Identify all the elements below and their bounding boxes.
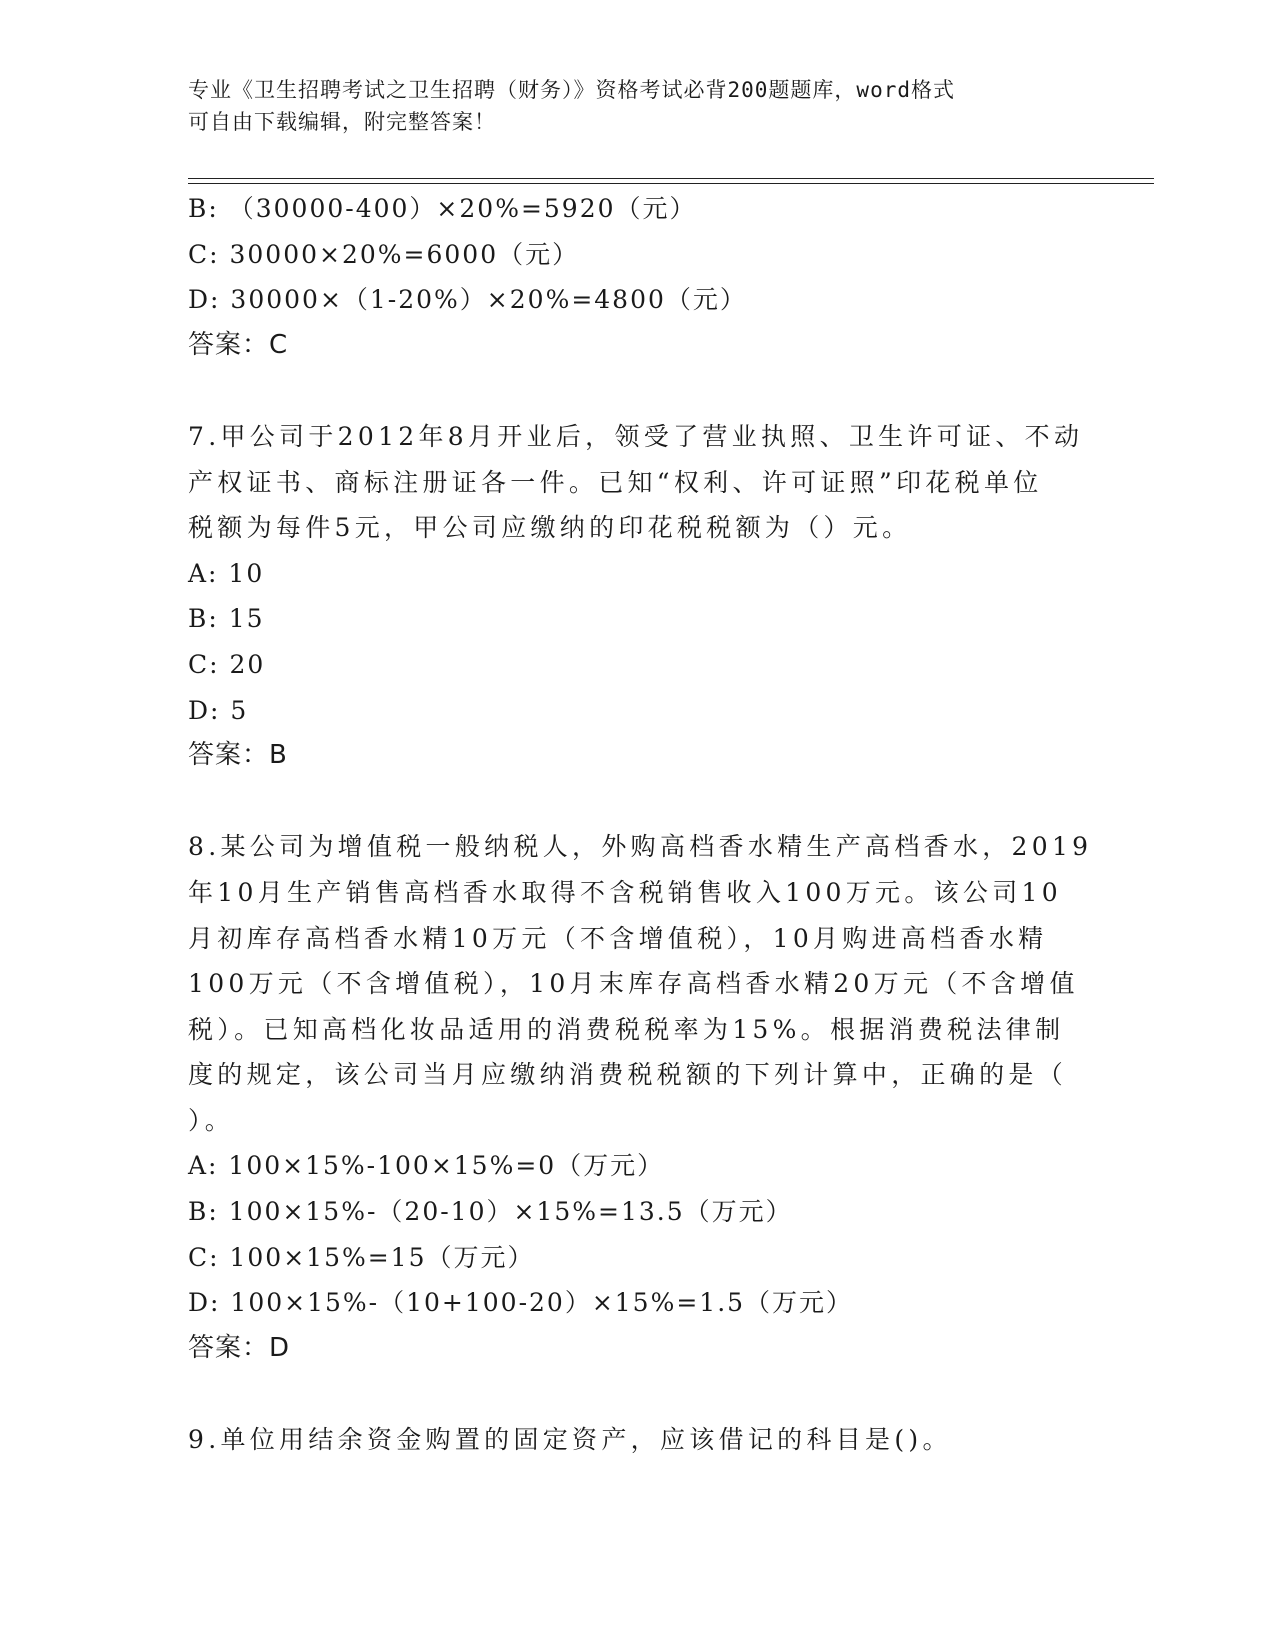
option-a: A: 100×15%-100×15%=0（万元） — [188, 1151, 665, 1181]
spacer — [188, 779, 1088, 825]
option-b: B: 100×15%-（20-10）×15%=13.5（万元） — [188, 1197, 793, 1227]
option-b: B: （30000-400）×20%=5920（元） — [188, 194, 697, 223]
question-text-line: 9.单位用结余资金购置的固定资产，应该借记的科目是()。 — [188, 1425, 952, 1455]
option-c: C: 20 — [188, 649, 266, 679]
answer-label: 答案：C — [188, 329, 289, 360]
question-8 — [188, 824, 1093, 1371]
question-9 — [188, 1417, 1088, 1463]
document-header — [188, 74, 1088, 138]
header-title-line-1: 专业《卫生招聘考试之卫生招聘（财务）》资格考试必背200题题库，word格式 — [188, 78, 955, 102]
spacer — [188, 1371, 1088, 1417]
question-text-line: 产权证书、商标注册证各一件。已知“权利、许可证照”印花税单位 — [188, 467, 1043, 497]
spacer — [188, 368, 1088, 414]
question-text-line: 年10月生产销售高档香水取得不含税销售收入100万元。该公司10 — [188, 877, 1062, 907]
question-text-line: 100万元（不含增值税），10月末库存高档香水精20万元（不含增值 — [188, 969, 1079, 999]
option-d: D: 100×15%-（10+100-20）×15%=1.5（万元） — [188, 1288, 854, 1318]
option-d: D: 30000×（1-20%）×20%=4800（元） — [188, 285, 747, 315]
answer-label: 答案：D — [188, 1332, 291, 1363]
question-text-line: 税）。已知高档化妆品适用的消费税税率为15%。根据消费税法律制 — [188, 1014, 1065, 1044]
question-text-line: 度的规定，该公司当月应缴纳消费税税额的下列计算中，正确的是（ — [188, 1060, 1068, 1090]
option-b: B: 15 — [188, 604, 265, 634]
question-text-line: 月初库存高档香水精10万元（不含增值税），10月购进高档香水精 — [188, 923, 1048, 953]
option-a: A: 10 — [188, 558, 265, 588]
option-d: D: 5 — [188, 695, 249, 725]
header-divider-top — [188, 178, 1154, 179]
question-text-line: 8.某公司为增值税一般纳税人，外购高档香水精生产高档香水，2019 — [188, 832, 1093, 862]
question-7 — [188, 414, 1088, 779]
document-body — [188, 186, 1093, 1463]
answer-label: 答案：B — [188, 740, 288, 771]
question-text-line: 税额为每件5元，甲公司应缴纳的印花税税额为（）元。 — [188, 513, 912, 543]
header-divider-bottom — [188, 183, 1154, 184]
question-text-line: ）。 — [188, 1105, 235, 1135]
option-c: C: 100×15%=15（万元） — [188, 1242, 535, 1272]
option-c: C: 30000×20%=6000（元） — [188, 239, 580, 269]
header-title-line-2: 可自由下载编辑，附完整答案！ — [188, 110, 496, 134]
question-6-tail — [188, 186, 1088, 368]
question-text-line: 7.甲公司于2012年8月开业后，领受了营业执照、卫生许可证、不动 — [188, 421, 1084, 451]
